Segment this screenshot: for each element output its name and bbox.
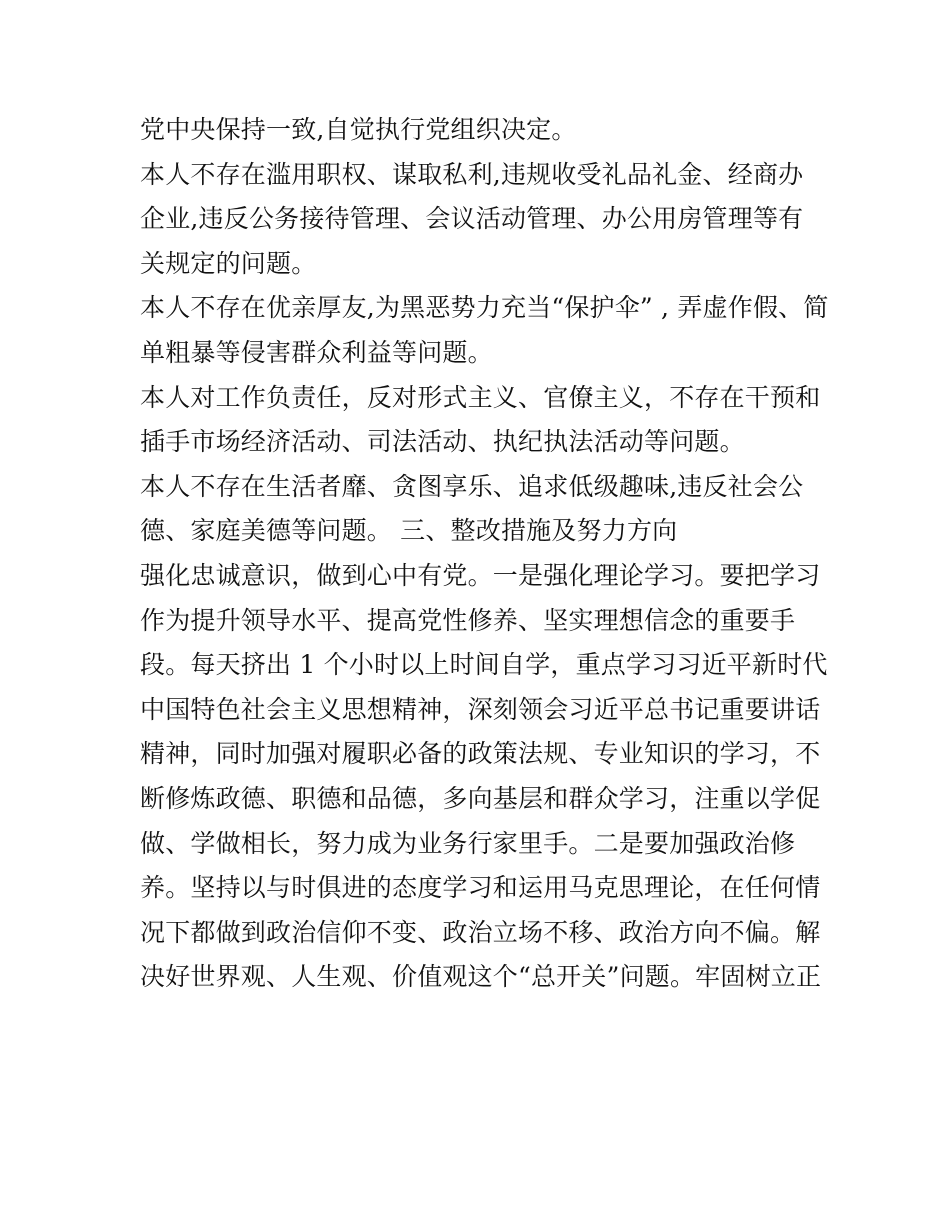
text-line: 精神，同时加强对履职必备的政策法规、专业知识的学习，不 bbox=[140, 739, 821, 769]
text-line: 本人不存在生活者靡、贪图享乐、追求低级趣味,违反社会公 bbox=[140, 471, 804, 501]
text-line: 段。每天挤出 1 个小时以上时间自学，重点学习习近平新时代 bbox=[140, 650, 828, 680]
text-line: 德、家庭美德等问题。 三、整改措施及努力方向 bbox=[140, 516, 678, 546]
text-line: 关规定的问题。 bbox=[140, 248, 317, 278]
text-line: 强化忠诚意识，做到心中有党。一是强化理论学习。要把学习 bbox=[140, 560, 821, 590]
text-line: 决好世界观、人生观、价值观这个“总开关”问题。牢固树立正 bbox=[140, 962, 822, 992]
text-line: 插手市场经济活动、司法活动、执纪执法活动等问题。 bbox=[140, 427, 745, 457]
text-line: 党中央保持一致,自觉执行党组织决定。 bbox=[140, 115, 577, 144]
text-line: 本人不存在滥用职权、谋取私利,违规收受礼品礼金、经商办 bbox=[140, 159, 804, 189]
text-line: 中国特色社会主义思想精神，深刻领会习近平总书记重要讲话 bbox=[140, 694, 821, 724]
text-line: 本人对工作负责任，反对形式主义、官僚主义，不存在干预和 bbox=[140, 382, 821, 412]
text-line: 做、学做相长，努力成为业务行家里手。二是要加强政治修 bbox=[140, 828, 796, 858]
text-line: 本人不存在优亲厚友,为黑恶势力充当“保护伞” , 弄虚作假、简 bbox=[140, 293, 829, 323]
text-line: 企业,违反公务接待管理、会议活动管理、办公用房管理等有 bbox=[140, 204, 804, 234]
text-line: 断修炼政德、职德和品德，多向基层和群众学习，注重以学促 bbox=[140, 783, 821, 813]
text-line: 作为提升领导水平、提高党性修养、坚实理想信念的重要手 bbox=[140, 605, 796, 635]
text-line: 单粗暴等侵害群众利益等问题。 bbox=[140, 337, 493, 367]
body-text bbox=[140, 108, 829, 1000]
text-line: 养。坚持以与时俱进的态度学习和运用马克思理论，在任何情 bbox=[140, 873, 821, 903]
text-line: 况下都做到政治信仰不变、政治立场不移、政治方向不偏。解 bbox=[140, 917, 821, 947]
